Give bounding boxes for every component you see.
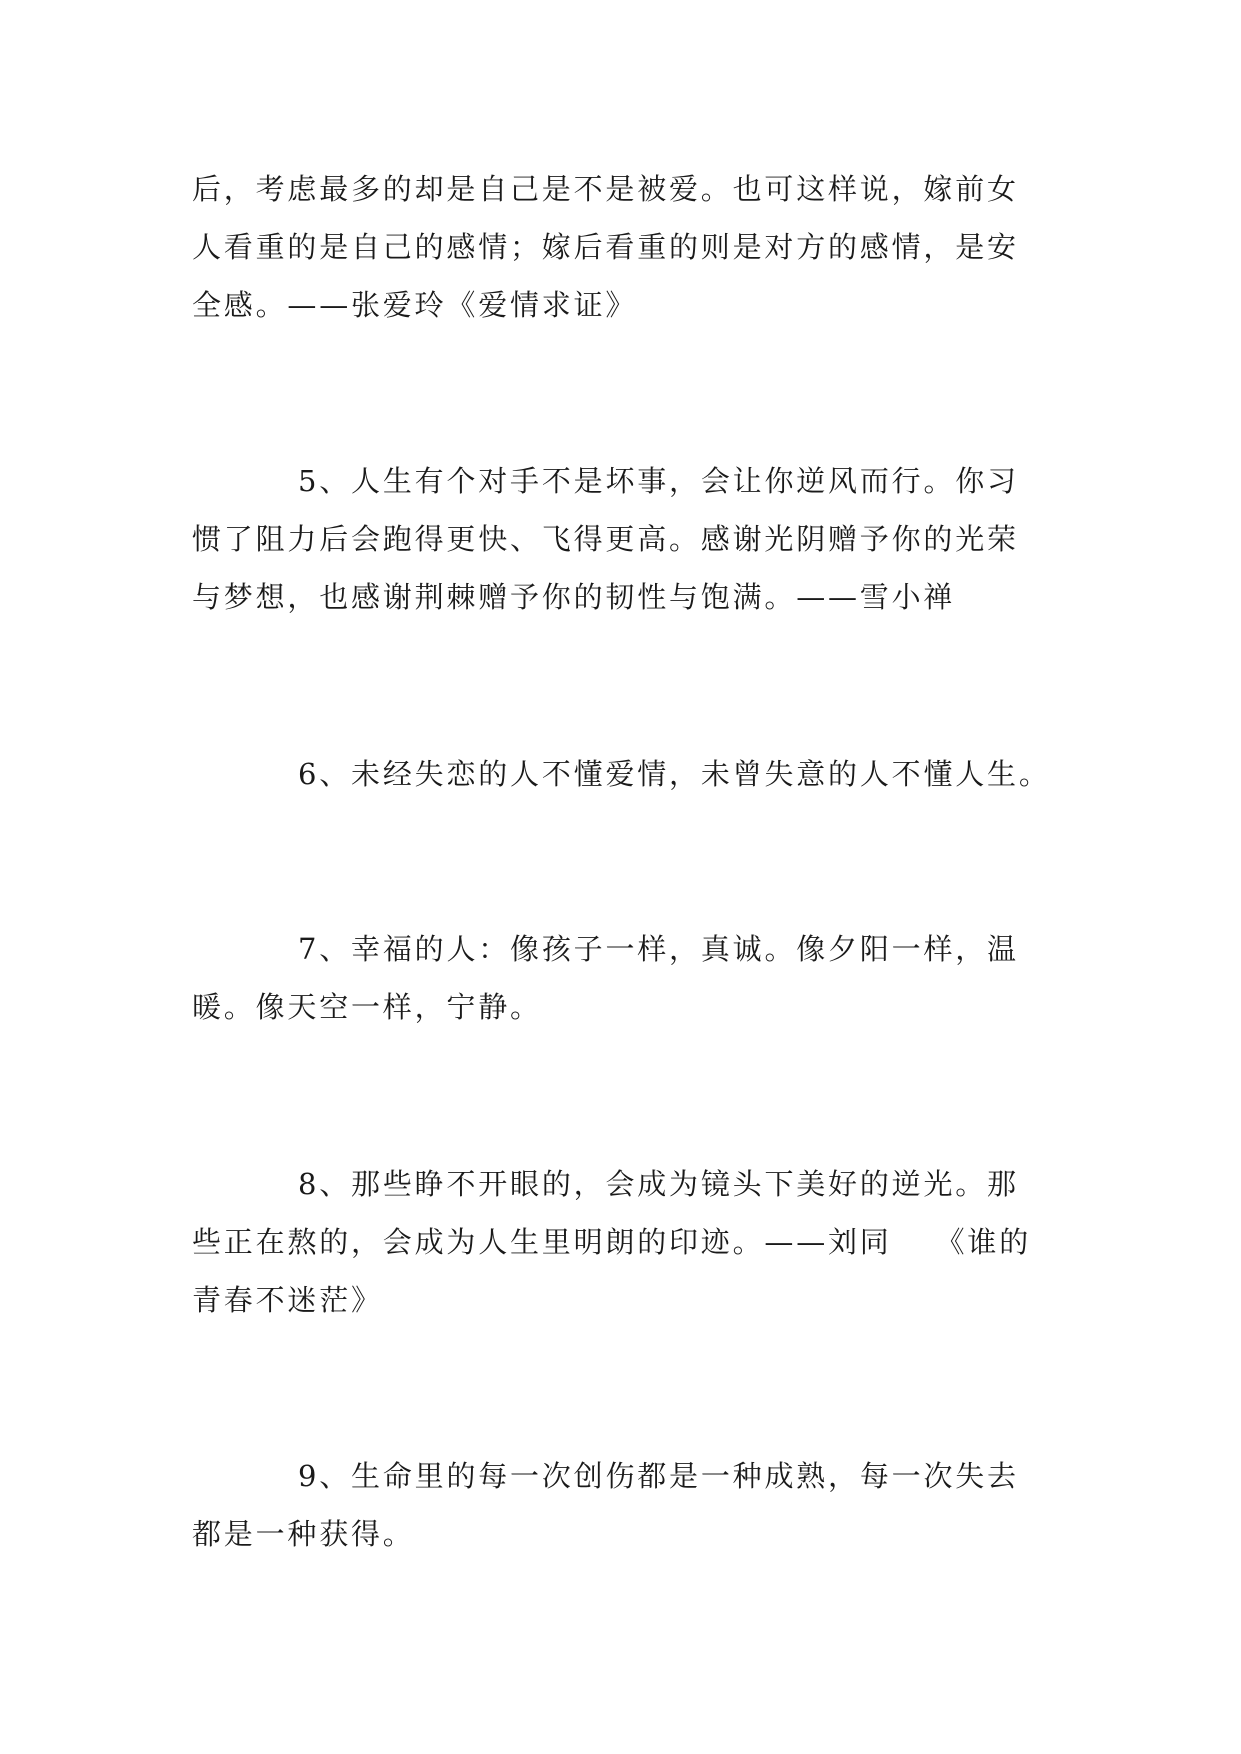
paragraph-8 — [192, 1155, 1062, 1329]
text-line: 人看重的是自己的感情；嫁后看重的则是对方的感情，是安 — [192, 230, 1019, 264]
paragraph-5 — [192, 452, 1062, 626]
text-line: 惯了阻力后会跑得更快、飞得更高。感谢光阴赠予你的光荣 — [192, 522, 1019, 556]
text-line: 都是一种获得。 — [192, 1517, 415, 1551]
text-line: 7、幸福的人：像孩子一样，真诚。像夕阳一样，温 — [298, 932, 1019, 966]
text-line: 9、生命里的每一次创伤都是一种成熟，每一次失去 — [298, 1459, 1019, 1493]
paragraph-9 — [192, 1447, 1062, 1563]
text-line: 全感。——张爱玲《爱情求证》 — [192, 288, 638, 322]
text-line: 6、未经失恋的人不懂爱情，未曾失意的人不懂人生。 — [298, 757, 1051, 791]
text-line — [192, 1213, 1062, 1271]
text-line: 青春不迷茫》 — [192, 1283, 383, 1317]
paragraph-6 — [192, 745, 1062, 803]
text-segment: 《谁的 — [935, 1225, 1032, 1259]
text-segment: 些正在熬的，会成为人生里明朗的印迹。——刘同 — [192, 1225, 892, 1259]
text-line: 暖。像天空一样，宁静。 — [192, 990, 542, 1024]
text-line: 5、人生有个对手不是坏事，会让你逆风而行。你习 — [298, 464, 1019, 498]
text-line: 8、那些睁不开眼的，会成为镜头下美好的逆光。那 — [298, 1167, 1019, 1201]
text-line: 与梦想，也感谢荆棘赠予你的韧性与饱满。——雪小禅 — [192, 580, 956, 614]
text-line: 后，考虑最多的却是自己是不是被爱。也可这样说，嫁前女 — [192, 172, 1019, 206]
paragraph-4-continuation — [192, 160, 1062, 334]
paragraph-7 — [192, 920, 1062, 1036]
